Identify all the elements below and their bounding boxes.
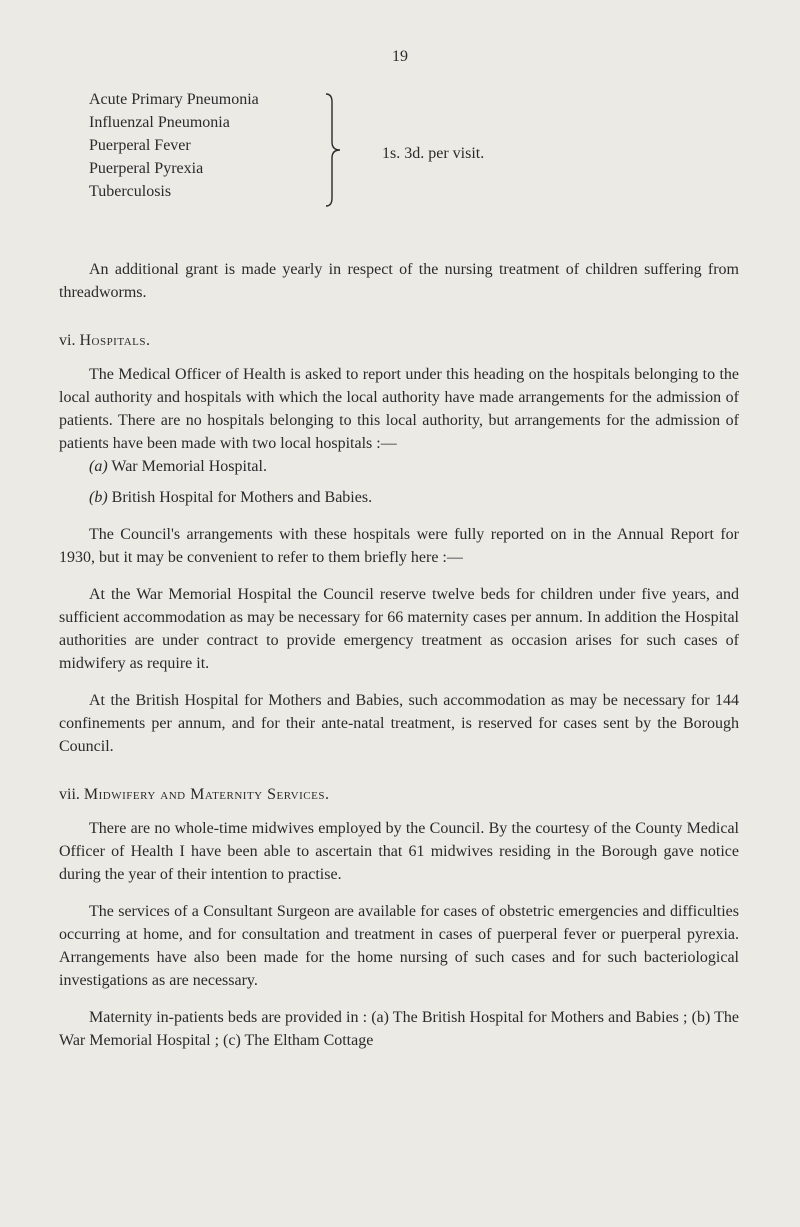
list-item [89,486,739,509]
hospital-name: War Memorial Hospital. [111,458,267,475]
paragraph-war-memorial: At the War Memorial Hospital the Council reserve twelve beds for children under five years, and sufficient accommodation as may be necessary for 66 maternity cases per annum. In addition the Hospital authorities are under contract to provide emergency treatment as occasion arises for such cases of midwifery as require it. [59,586,739,672]
disease-row [89,88,307,111]
list-marker: (a) [89,458,108,475]
section-title: Midwifery and Maternity Services. [83,786,330,803]
paragraph-british-hospital: At the British Hospital for Mothers and Babies, such accommodation as may be necessary for 144 confinements per annum, and for their ante-natal treatment, is reserved for cases sent by the Borough Council. [59,692,739,755]
fee-disease-list [89,88,307,203]
curly-brace [312,92,342,208]
paragraph-hospitals-intro: The Medical Officer of Health is asked to report under this heading on the hospitals belonging to the local authority and hospitals with which the local authority have made arrangements for the admission of patients. There are no hospitals belonging to this local authority, but arrangements for the admission of patients have been made with two local hospitals :— [59,366,739,452]
paragraph-midwives: There are no whole-time midwives employed by the Council. By the courtesy of the County Medical Officer of Health I have been able to ascertain that 61 midwives residing in the Borough gave notice during the year of their intention to practise. [59,820,739,883]
section-numeral: vii. [59,786,80,803]
paragraph-maternity-beds: Maternity in-patients beds are provided in : (a) The British Hospital for Mothers and Babies ; (b) The War Memorial Hospital ; (c) The Eltham Cottage [59,1009,739,1049]
disease-name: Influenzal Pneumonia [89,114,230,131]
fee-rate: 1s. 3d. per visit. [382,145,485,162]
list-marker: (b) [89,489,108,506]
disease-name: Tuberculosis [89,183,172,200]
document-body [59,258,739,1052]
disease-row [89,180,307,203]
disease-row [89,111,307,134]
section-heading-midwifery [59,783,739,806]
section-title: Hospitals. [79,332,151,349]
paragraph-threadworms: An additional grant is made yearly in respect of the nursing treatment of children suffering from threadworms. [59,261,739,301]
paragraph-council-arrangements: The Council's arrangements with these hospitals were fully reported on in the Annual Report for 1930, but it may be convenient to refer to them briefly here :— [59,526,739,566]
hospital-name: British Hospital for Mothers and Babies. [111,489,373,506]
disease-name: Puerperal Pyrexia [89,160,204,177]
section-heading-hospitals [59,329,739,352]
paragraph-consultant: The services of a Consultant Surgeon are available for cases of obstetric emergencies and difficulties occurring at home, and for consultation and treatment in cases of puerperal fever or puerperal pyrexia. Arrangements have also been made for the home nursing of such cases and for such bacteriological investigations as are necessary. [59,903,739,989]
disease-row [89,134,307,157]
page-number: 19 [392,48,408,65]
list-item [89,455,739,478]
disease-row [89,157,307,180]
disease-name: Acute Primary Pneumonia [89,91,259,108]
disease-name: Puerperal Fever [89,137,191,154]
section-numeral: vi. [59,332,76,349]
